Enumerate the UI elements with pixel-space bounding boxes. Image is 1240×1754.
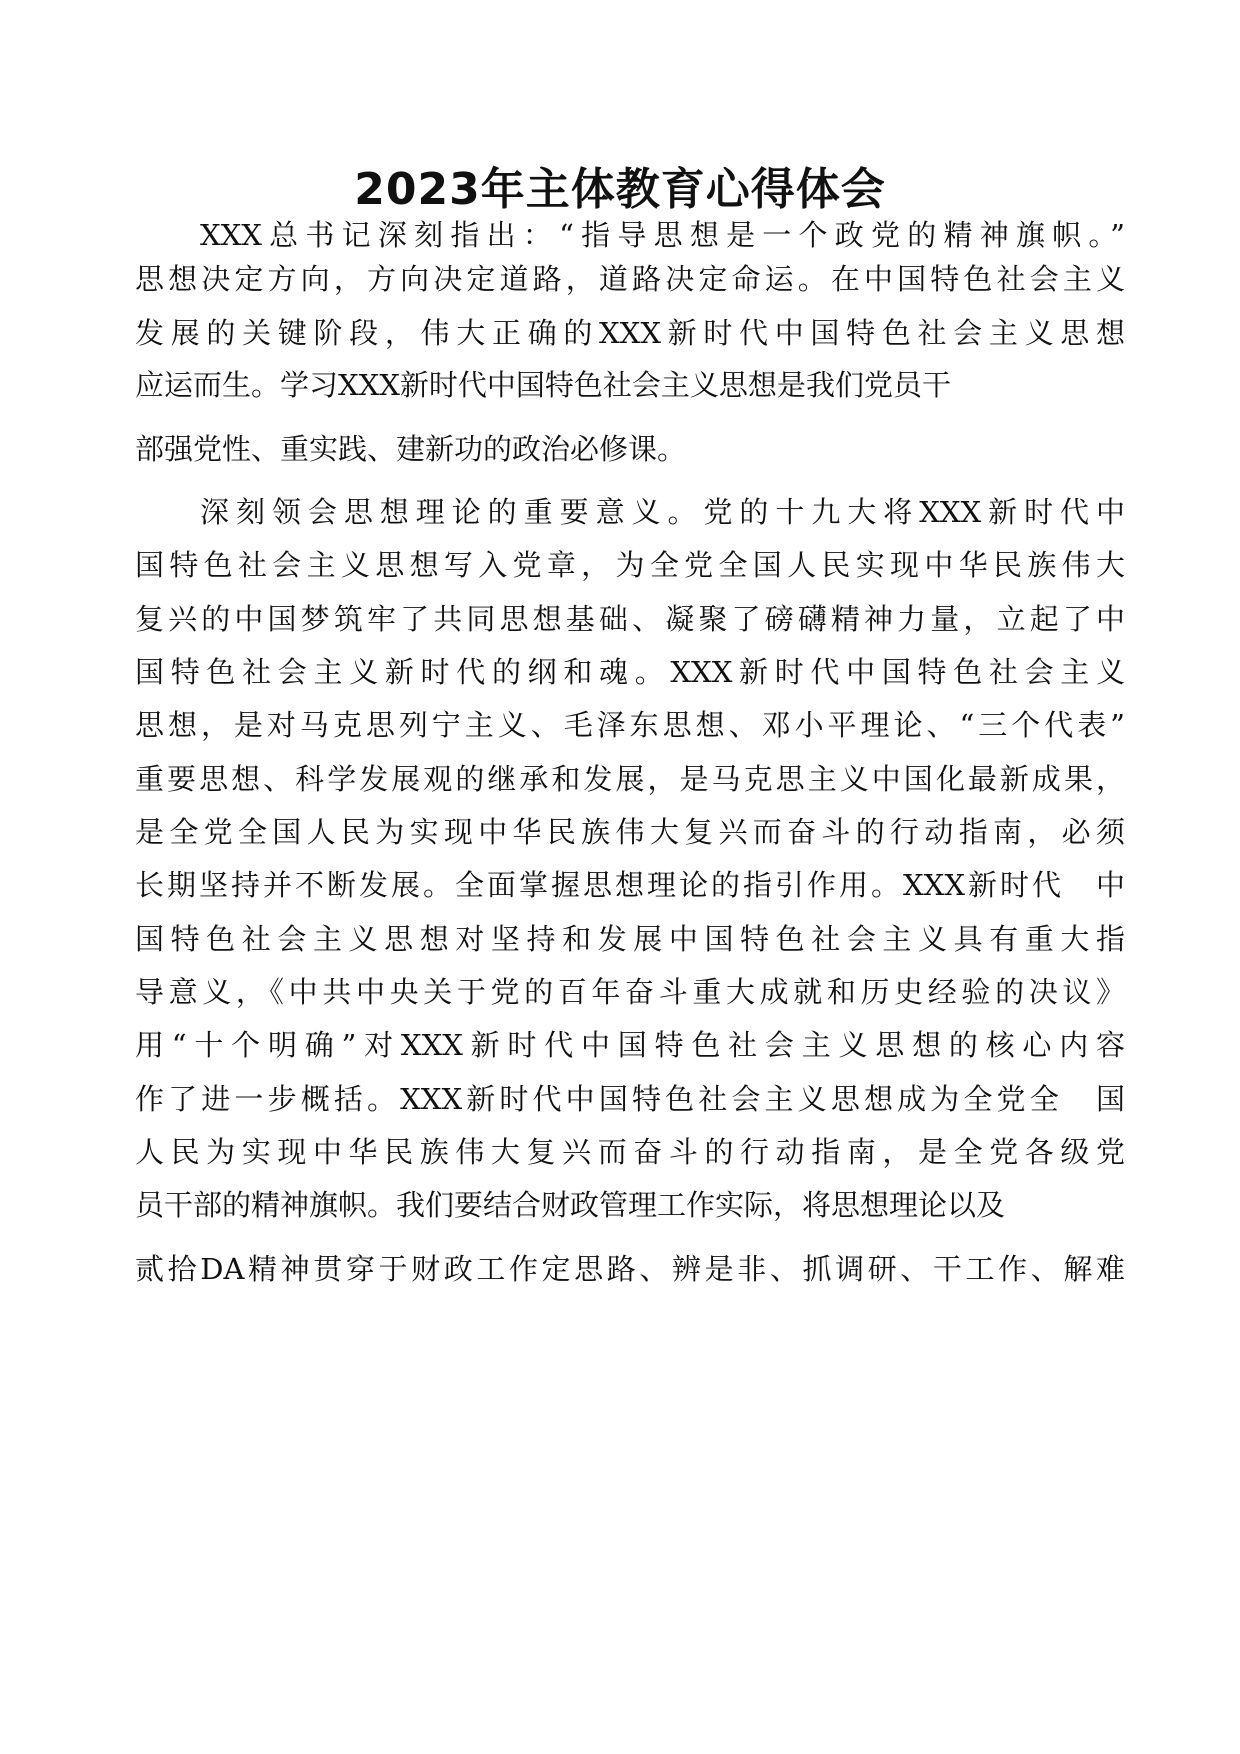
paragraph-2-line-7: 是全党全国人民为实现中华民族伟大复兴而奋斗的行动指南，必须 xyxy=(135,815,1125,849)
paragraph-2-line-10: 导意义，《中共中央关于党的百年奋斗重大成就和历史经验的决议》 xyxy=(135,975,1125,1009)
paragraph-2-line-12: 作了进一步概括。XXX新时代中国特色社会主义思想成为全党全 国 xyxy=(135,1082,1125,1116)
paragraph-1-line-4: 应运而生。学习XXX新时代中国特色社会主义思想是我们党员干 xyxy=(135,368,951,402)
paragraph-2-line-6: 重要思想、科学发展观的继承和发展，是马克思主义中国化最新成果， xyxy=(135,762,1125,796)
paragraph-2-line-13: 人民为实现中华民族伟大复兴而奋斗的行动指南，是全党各级党 xyxy=(135,1135,1125,1169)
paragraph-2-line-3: 复兴的中国梦筑牢了共同思想基础、凝聚了磅礴精神力量，立起了中 xyxy=(135,602,1125,636)
document-title: 2023年主体教育心得体会 xyxy=(354,164,886,215)
paragraph-2-line-4: 国特色社会主义新时代的纲和魂。XXX新时代中国特色社会主义 xyxy=(135,655,1125,689)
paragraph-2-line-15: 贰拾DA精神贯穿于财政工作定思路、辨是非、抓调研、干工作、解难 xyxy=(135,1252,1125,1286)
paragraph-2-line-9: 国特色社会主义思想对坚持和发展中国特色社会主义具有重大指 xyxy=(135,922,1125,956)
paragraph-1-line-2: 思想决定方向，方向决定道路，道路决定命运。在中国特色社会主义 xyxy=(135,262,1125,296)
paragraph-2-line-2: 国特色社会主义思想写入党章，为全党全国人民实现中华民族伟大 xyxy=(135,548,1125,582)
paragraph-1-line-3: 发展的关键阶段，伟大正确的XXX新时代中国特色社会主义思想 xyxy=(135,316,1125,350)
paragraph-2-line-11: 用“十个明确”对XXX新时代中国特色社会主义思想的核心内容 xyxy=(135,1028,1125,1062)
paragraph-2-line-1: 深刻领会思想理论的重要意义。党的十九大将XXX新时代中 xyxy=(200,495,1125,529)
paragraph-2-line-5: 思想，是对马克思列宁主义、毛泽东思想、邓小平理论、“三个代表” xyxy=(135,708,1125,742)
paragraph-1-line-5: 部强党性、重实践、建新功的政治必修课。 xyxy=(135,432,687,466)
paragraph-1-line-1: XXX总书记深刻指出：“指导思想是一个政党的精神旗帜。” xyxy=(200,218,1125,252)
paragraph-2-line-8: 长期坚持并不断发展。全面掌握思想理论的指引作用。XXX新时代 中 xyxy=(135,868,1125,902)
paragraph-2-line-14: 员干部的精神旗帜。我们要结合财政管理工作实际，将思想理论以及 xyxy=(135,1188,1006,1222)
